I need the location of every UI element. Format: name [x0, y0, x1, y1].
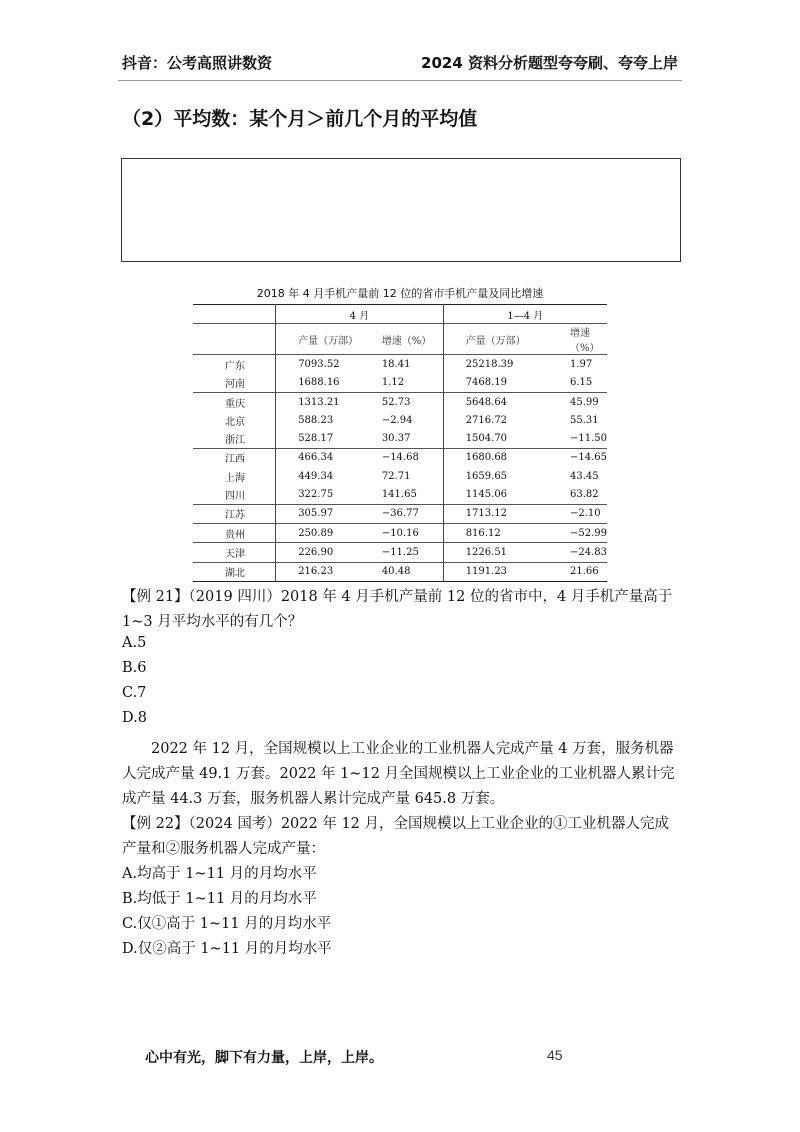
- apr-output-cell: 305.97: [276, 504, 364, 523]
- table-row: [193, 543, 607, 562]
- apr-growth-cell: 52.73: [364, 392, 443, 411]
- ytd-growth-cell: 6.15: [569, 377, 593, 389]
- apr-growth-cell: −11.25: [364, 543, 443, 562]
- ytd-output-cell: 1145.06: [465, 489, 508, 501]
- q21-option-c: C.7: [122, 685, 147, 701]
- data-table: [193, 304, 607, 582]
- q22-option-d: D.仅②高于 1~11 月的月均水平: [122, 941, 332, 957]
- ytd-output-cell: 1191.23: [443, 562, 540, 581]
- apr-output-cell: 226.90: [276, 543, 364, 562]
- sub-header: 产量（万部）: [443, 324, 540, 355]
- ytd-growth-cell: −52.99: [540, 523, 607, 542]
- ytd-growth-cell: −14.65: [540, 448, 607, 467]
- sub-header: 增速（%）: [540, 324, 607, 355]
- ytd-growth-cell: 63.82: [569, 489, 599, 501]
- ytd-growth-cell: −24.83: [540, 543, 607, 562]
- apr-growth-cell: 72.71: [364, 467, 443, 485]
- province-cell: 江西: [193, 448, 276, 467]
- table-row: [193, 448, 607, 467]
- apr-output-cell: 528.17: [298, 433, 334, 445]
- q22-option-c: C.仅①高于 1~11 月的月均水平: [122, 916, 332, 932]
- table-row: [193, 374, 607, 393]
- province-cell: 重庆: [193, 392, 276, 411]
- q21-option-a: A.5: [122, 635, 147, 651]
- table-sub-header-row: [193, 324, 607, 355]
- province-cell: 河南: [193, 374, 276, 393]
- ytd-growth-cell: 1.97: [540, 355, 607, 374]
- apr-growth-cell: −10.16: [364, 523, 443, 542]
- footer-slogan: 心中有光，脚下有力量，上岸，上岸。: [145, 1050, 383, 1066]
- ytd-output-cell: 1713.12: [443, 504, 540, 523]
- apr-output-cell: 1313.21: [276, 392, 364, 411]
- ytd-output-cell: 7468.19: [465, 377, 508, 389]
- ytd-growth-cell: 21.66: [540, 562, 607, 581]
- apr-growth-cell: −36.77: [364, 504, 443, 523]
- ytd-output-cell: 816.12: [443, 523, 540, 542]
- answer-box: [121, 158, 681, 262]
- ytd-output-cell: 1659.65: [465, 470, 508, 482]
- table-group-header-row: [193, 305, 607, 324]
- table-title: 2018 年 4 月手机产量前 12 位的省市手机产量及同比增速: [256, 287, 544, 300]
- ytd-output-cell: 1226.51: [443, 543, 540, 562]
- material-paragraph: 2022 年 12 月，全国规模以上工业企业的工业机器人完成产量 4 万套，服务机器人完成产量 49.1 万套。2022 年 1~12 月全国规模以上工业企业的工业机器人累计完成产量 44.3 万套，服务机器人累计完成产量 645.8 万套。: [122, 741, 675, 807]
- question-21-stem: 【例 21】（2019 四川）2018 年 4 月手机产量前 12 位的省市中，4 月手机产量高于 1~3 月平均水平的有几个？: [122, 589, 673, 630]
- apr-growth-cell: −14.68: [364, 448, 443, 467]
- ytd-growth-cell: 43.45: [569, 470, 599, 482]
- header-left: 抖音：公考高照讲数资: [122, 54, 273, 72]
- apr-output-cell: 466.34: [276, 448, 364, 467]
- sub-header: 产量（万部）: [276, 324, 364, 355]
- ytd-growth-cell: −11.50: [569, 433, 607, 445]
- apr-output-cell: 250.89: [276, 523, 364, 542]
- ytd-growth-cell: −2.10: [540, 504, 607, 523]
- apr-output-cell: 449.34: [298, 470, 334, 482]
- province-cell: 天津: [193, 543, 276, 562]
- table-row: [193, 429, 607, 448]
- apr-output-cell: 322.75: [298, 489, 334, 501]
- apr-output-cell: 216.23: [276, 562, 364, 581]
- q22-option-a: A.均高于 1~11 月的月均水平: [122, 866, 317, 882]
- apr-growth-cell: 30.37: [364, 429, 443, 448]
- table-row: [193, 562, 607, 581]
- table-row: [193, 467, 607, 485]
- ytd-output-cell: 5648.64: [443, 392, 540, 411]
- group-header-april: 4 月: [276, 305, 444, 324]
- province-cell: 四川: [193, 485, 276, 504]
- table-row: [193, 523, 607, 542]
- table-row: [193, 504, 607, 523]
- table-row: [193, 392, 607, 411]
- province-cell: 贵州: [193, 523, 276, 542]
- apr-growth-cell: −2.94: [364, 411, 443, 429]
- section-title: （2）平均数：某个月＞前几个月的平均值: [122, 108, 478, 130]
- province-cell: 北京: [193, 411, 276, 429]
- apr-growth-cell: 18.41: [364, 355, 443, 374]
- apr-output-cell: 588.23: [298, 414, 334, 426]
- q21-option-b: B.6: [122, 660, 147, 676]
- group-header-jan-apr: 1—4 月: [443, 305, 607, 324]
- sub-header: 增速（%）: [364, 324, 443, 355]
- ytd-output-cell: 2716.72: [465, 414, 508, 426]
- table-row: [193, 355, 607, 374]
- apr-output-cell: 1688.16: [298, 377, 340, 389]
- data-table-figure: [193, 285, 607, 582]
- apr-output-cell: 7093.52: [276, 355, 364, 374]
- apr-growth-cell: 141.65: [364, 485, 443, 504]
- ytd-growth-cell: 45.99: [540, 392, 607, 411]
- ytd-output-cell: 1680.68: [443, 448, 540, 467]
- province-cell: 江苏: [193, 504, 276, 523]
- page-number: 45: [547, 1047, 563, 1063]
- table-row: [193, 485, 607, 504]
- province-cell: 浙江: [193, 429, 276, 448]
- apr-growth-cell: 1.12: [364, 374, 443, 393]
- table-row: [193, 411, 607, 429]
- ytd-output-cell: 25218.39: [443, 355, 540, 374]
- question-22-stem: 【例 22】（2024 国考）2022 年 12 月，全国规模以上工业企业的①工业机器人完成产量和②服务机器人完成产量：: [122, 816, 669, 857]
- q21-option-d: D.8: [122, 710, 147, 726]
- ytd-output-cell: 1504.70: [465, 433, 508, 445]
- province-cell: 广东: [193, 355, 276, 374]
- province-cell: 上海: [193, 467, 276, 485]
- ytd-growth-cell: 55.31: [569, 414, 599, 426]
- q22-option-b: B.均低于 1~11 月的月均水平: [122, 891, 317, 907]
- header-right: 2024 资料分析题型夸夸刷、夸夸上岸: [421, 54, 678, 72]
- apr-growth-cell: 40.48: [364, 562, 443, 581]
- province-cell: 湖北: [193, 562, 276, 581]
- header-rule: [118, 80, 682, 81]
